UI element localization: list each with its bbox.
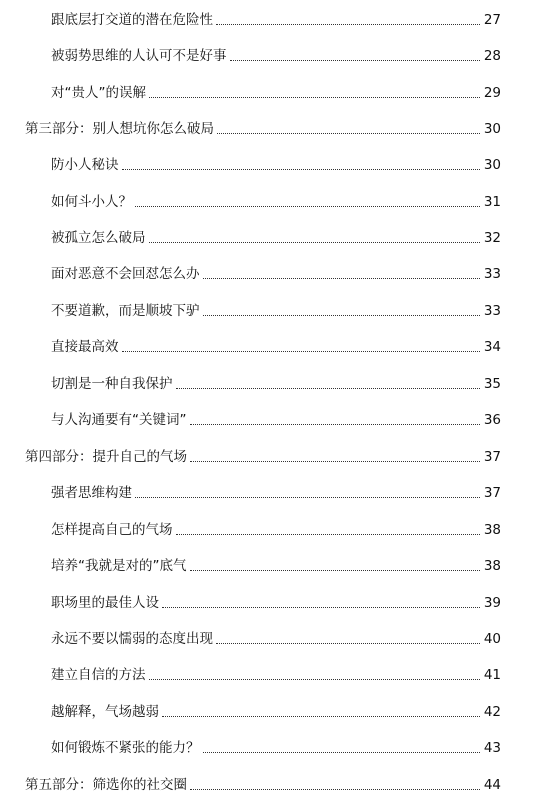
toc-entry-page: 37 bbox=[483, 449, 501, 465]
toc-entry-page: 41 bbox=[483, 667, 501, 683]
toc-entry[interactable] bbox=[51, 408, 501, 428]
dot-leader bbox=[149, 678, 480, 680]
toc-entry[interactable] bbox=[51, 8, 501, 28]
toc-entry-page: 29 bbox=[483, 85, 501, 101]
toc-entry[interactable] bbox=[51, 554, 501, 574]
toc-entry-title: 如何斗小人？ bbox=[51, 194, 132, 210]
toc-entry-page: 28 bbox=[483, 48, 501, 64]
toc-entry-title: 第三部分：别人想坑你怎么破局 bbox=[25, 121, 214, 137]
dot-leader bbox=[122, 168, 480, 170]
toc-entry-page: 40 bbox=[483, 631, 501, 647]
toc-entry[interactable] bbox=[51, 226, 501, 246]
toc-entry-page: 31 bbox=[483, 194, 501, 210]
toc-entry-title: 培养“我就是对的”底气 bbox=[51, 558, 187, 574]
dot-leader bbox=[203, 277, 480, 279]
toc-entry[interactable] bbox=[51, 481, 501, 501]
toc-entry-title: 防小人秘诀 bbox=[51, 157, 119, 173]
dot-leader bbox=[216, 642, 480, 644]
dot-leader bbox=[122, 350, 480, 352]
toc-entry-title: 第五部分：筛选你的社交圈 bbox=[25, 777, 187, 793]
dot-leader bbox=[135, 205, 480, 207]
dot-leader bbox=[162, 606, 480, 608]
toc-entry-title: 建立自信的方法 bbox=[51, 667, 146, 683]
toc-entry-page: 38 bbox=[483, 522, 501, 538]
toc-entry-page: 33 bbox=[483, 303, 501, 319]
toc-entry[interactable] bbox=[51, 627, 501, 647]
toc-entry-title: 越解释，气场越弱 bbox=[51, 704, 159, 720]
toc-entry-page: 35 bbox=[483, 376, 501, 392]
dot-leader bbox=[190, 460, 480, 462]
toc-entry-title: 永远不要以懦弱的态度出现 bbox=[51, 631, 213, 647]
toc-entry[interactable] bbox=[51, 663, 501, 683]
toc-entry-page: 44 bbox=[483, 777, 501, 793]
toc-entry[interactable] bbox=[51, 262, 501, 282]
toc-entry-page: 34 bbox=[483, 339, 501, 355]
toc-entry-title: 直接最高效 bbox=[51, 339, 119, 355]
toc-entry-page: 32 bbox=[483, 230, 501, 246]
dot-leader bbox=[190, 569, 480, 571]
toc-entry[interactable] bbox=[51, 372, 501, 392]
toc-entry-page: 43 bbox=[483, 740, 501, 756]
toc-entry-page: 30 bbox=[483, 121, 501, 137]
dot-leader bbox=[176, 387, 480, 389]
toc-entry-title: 被弱势思维的人认可不是好事 bbox=[51, 48, 227, 64]
toc-entry-title: 被孤立怎么破局 bbox=[51, 230, 146, 246]
toc-entry[interactable] bbox=[51, 190, 501, 210]
toc-part-heading[interactable] bbox=[25, 117, 501, 137]
toc-entry-page: 37 bbox=[483, 485, 501, 501]
dot-leader bbox=[217, 132, 480, 134]
dot-leader bbox=[190, 788, 480, 790]
dot-leader bbox=[203, 751, 480, 753]
toc-entry[interactable] bbox=[51, 736, 501, 756]
toc-entry[interactable] bbox=[51, 44, 501, 64]
toc-entry-title: 第四部分：提升自己的气场 bbox=[25, 449, 187, 465]
toc-entry-title: 面对恶意不会回怼怎么办 bbox=[51, 266, 200, 282]
dot-leader bbox=[216, 23, 480, 25]
toc-part-heading[interactable] bbox=[25, 445, 501, 465]
toc-entry-title: 切割是一种自我保护 bbox=[51, 376, 173, 392]
toc-entry-page: 42 bbox=[483, 704, 501, 720]
toc-entry[interactable] bbox=[51, 153, 501, 173]
dot-leader bbox=[149, 96, 480, 98]
toc-entry-title: 不要道歉，而是顺坡下驴 bbox=[51, 303, 200, 319]
toc-entry-page: 33 bbox=[483, 266, 501, 282]
toc-entry[interactable] bbox=[51, 81, 501, 101]
toc-entry[interactable] bbox=[51, 518, 501, 538]
toc-entry-title: 强者思维构建 bbox=[51, 485, 132, 501]
dot-leader bbox=[135, 496, 480, 498]
toc-entry-page: 39 bbox=[483, 595, 501, 611]
dot-leader bbox=[230, 59, 480, 61]
toc-entry-page: 27 bbox=[483, 12, 501, 28]
toc-entry-title: 怎样提高自己的气场 bbox=[51, 522, 173, 538]
toc-entry[interactable] bbox=[51, 299, 501, 319]
toc-entry[interactable] bbox=[51, 700, 501, 720]
dot-leader bbox=[176, 533, 480, 535]
dot-leader bbox=[190, 423, 480, 425]
toc-entry-title: 与人沟通要有“关键词” bbox=[51, 412, 187, 428]
toc-entry-title: 对“贵人”的误解 bbox=[51, 85, 146, 101]
dot-leader bbox=[162, 715, 480, 717]
toc-entry[interactable] bbox=[51, 335, 501, 355]
dot-leader bbox=[149, 241, 480, 243]
dot-leader bbox=[203, 314, 480, 316]
toc-part-heading[interactable] bbox=[25, 773, 501, 793]
toc-entry-page: 38 bbox=[483, 558, 501, 574]
toc-entry-page: 36 bbox=[483, 412, 501, 428]
toc-entry-page: 30 bbox=[483, 157, 501, 173]
toc-entry-title: 跟底层打交道的潜在危险性 bbox=[51, 12, 213, 28]
toc-entry[interactable] bbox=[51, 591, 501, 611]
toc-entry-title: 如何锻炼不紧张的能力？ bbox=[51, 740, 200, 756]
toc-entry-title: 职场里的最佳人设 bbox=[51, 595, 159, 611]
